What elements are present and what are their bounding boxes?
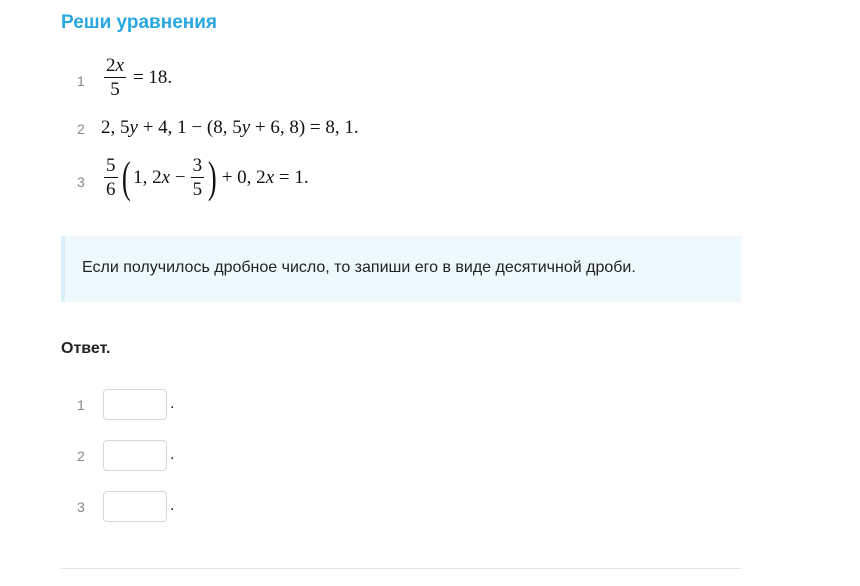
fraction-numerator: 2x	[106, 55, 124, 76]
answer-number: 1	[77, 397, 85, 413]
left-parenthesis: (	[121, 152, 131, 202]
equation-number: 2	[77, 121, 85, 137]
answer-label: Ответ.	[61, 340, 111, 357]
inner-left: 1, 2x −	[133, 166, 186, 188]
equation-number: 1	[77, 73, 85, 89]
answer-suffix: .	[170, 446, 175, 463]
divider	[61, 568, 741, 569]
answer-row-2	[0, 440, 300, 474]
fraction-denominator: 5	[110, 79, 120, 100]
inner-fraction	[191, 154, 205, 201]
coefficient-fraction	[104, 154, 118, 201]
equation-3	[0, 152, 600, 212]
equation-expression	[101, 54, 172, 101]
equation-1	[0, 50, 600, 110]
fraction-denominator: 6	[106, 179, 116, 200]
fraction-numerator: 3	[192, 155, 203, 176]
equation-expression	[101, 154, 309, 201]
answer-input-3[interactable]	[103, 491, 167, 522]
fraction	[104, 54, 126, 101]
hint-text: Если получилось дробное число, то запиши его в виде десятичной дроби.	[82, 259, 636, 276]
equation-text: 2, 5y + 4, 1 − (8, 5y + 6, 8) = 8, 1.	[101, 117, 359, 138]
answer-suffix: .	[170, 395, 175, 412]
answer-number: 2	[77, 448, 85, 464]
fraction-denominator: 5	[192, 179, 203, 200]
task-title: Реши уравнения	[61, 12, 218, 33]
equation-rest: = 18.	[132, 66, 173, 88]
hint-box	[61, 236, 741, 302]
answer-input-1[interactable]	[103, 389, 167, 420]
answer-suffix: .	[170, 497, 175, 514]
right-parenthesis: )	[207, 152, 217, 202]
equation-expression	[101, 117, 359, 139]
equation-number: 3	[77, 174, 85, 190]
answer-input-2[interactable]	[103, 440, 167, 471]
answer-row-1	[0, 389, 300, 423]
answer-row-3	[0, 491, 300, 525]
answer-number: 3	[77, 499, 85, 515]
fraction-numerator: 5	[106, 155, 116, 176]
equation-rest: + 0, 2x = 1.	[221, 166, 309, 188]
